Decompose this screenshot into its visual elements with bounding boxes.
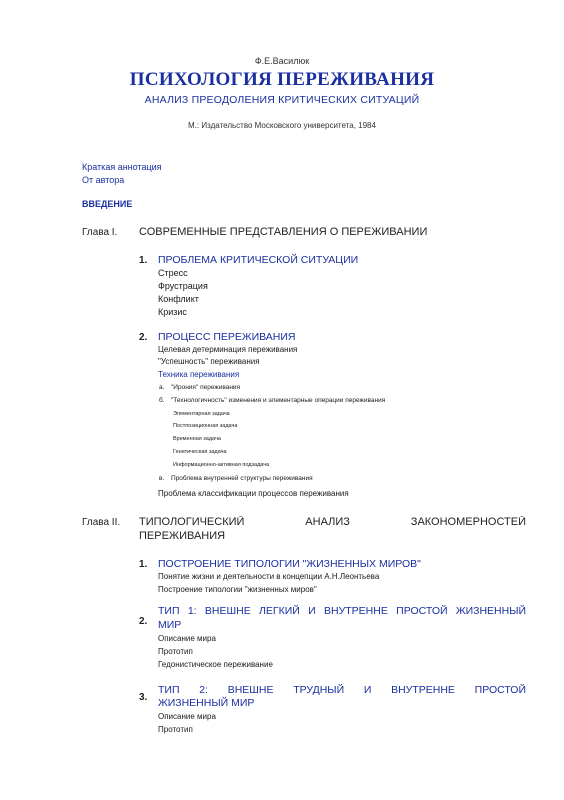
list-item: Понятие жизни и деятельности в концепции А.Н.Леонтьева xyxy=(158,572,380,581)
subsub-item: Элементарная задача xyxy=(173,411,230,417)
chapter-2-label: Глава II. xyxy=(82,517,121,528)
list-item: Целевая детерминация переживания xyxy=(158,345,298,354)
list-item: Построение типологии "жизненных миров" xyxy=(158,585,317,594)
section-heading-type1-line1[interactable]: ТИП 1: ВНЕШНЕ ЛЕГКИЙ И ВНУТРЕННЕ ПРОСТОЙ ЖИЗНЕННЫЙ xyxy=(158,605,526,617)
list-item: Прототип xyxy=(158,647,193,656)
book-title: ПСИХОЛОГИЯ ПЕРЕЖИВАНИЯ xyxy=(129,69,435,90)
section-number: 2. xyxy=(139,616,148,627)
list-item: Фрустрация xyxy=(158,281,208,291)
list-item: Описание мира xyxy=(158,712,216,721)
list-item: "Успешность" переживания xyxy=(158,357,260,366)
chapter-2-title-line2: ПЕРЕЖИВАНИЯ xyxy=(139,530,226,542)
sub-item: "Технологичность" изменения и элементарные операции переживания xyxy=(171,397,386,404)
section-heading-type2-line2[interactable]: ЖИЗНЕННЫЙ МИР xyxy=(158,697,255,709)
sub-item: "Ирония" переживания xyxy=(171,384,241,391)
author-name: Ф.Е.Василюк xyxy=(254,56,310,66)
sub-letter: a. xyxy=(159,384,165,391)
sub-letter: б. xyxy=(159,397,165,404)
from-author-link[interactable]: От автора xyxy=(82,175,125,185)
section-heading-typology[interactable]: ПОСТРОЕНИЕ ТИПОЛОГИИ "ЖИЗНЕННЫХ МИРОВ" xyxy=(158,558,421,570)
book-subtitle: АНАЛИЗ ПРЕОДОЛЕНИЯ КРИТИЧЕСКИХ СИТУАЦИЙ xyxy=(144,94,420,106)
section-heading-process[interactable]: ПРОЦЕСС ПЕРЕЖИВАНИЯ xyxy=(158,331,296,343)
introduction-link[interactable]: ВВЕДЕНИЕ xyxy=(82,199,133,209)
subsub-item: Генетическая задача xyxy=(173,449,227,455)
section-heading-type2-line1[interactable]: ТИП 2: ВНЕШНЕ ТРУДНЫЙ И ВНУТРЕННЕ ПРОСТОЙ xyxy=(158,684,526,696)
list-item: Описание мира xyxy=(158,634,216,643)
subsub-item: Временная задача xyxy=(173,436,221,442)
annotation-link[interactable]: Краткая аннотация xyxy=(82,162,162,172)
chapter-1-title: СОВРЕМЕННЫЕ ПРЕДСТАВЛЕНИЯ О ПЕРЕЖИВАНИИ xyxy=(139,226,428,238)
section-number: 2. xyxy=(139,332,148,343)
section-number: 3. xyxy=(139,692,148,703)
list-item: Прототип xyxy=(158,725,193,734)
chapter-2-title-line1: ТИПОЛОГИЧЕСКИЙ АНАЛИЗ ЗАКОНОМЕРНОСТЕЙ xyxy=(139,516,526,528)
subsub-item: Информационно-активная подзадача xyxy=(173,462,270,468)
technique-link[interactable]: Техника переживания xyxy=(158,370,240,379)
section-heading-type1-line2[interactable]: МИР xyxy=(158,619,182,631)
section-heading-critical-situation[interactable]: ПРОБЛЕМА КРИТИЧЕСКОЙ СИТУАЦИИ xyxy=(158,254,359,266)
subsub-item: Постпозиционная задача xyxy=(173,423,238,429)
sub-letter: в. xyxy=(159,475,165,482)
list-item: Проблема классификации процессов переживания xyxy=(158,489,349,498)
section-number: 1. xyxy=(139,559,148,570)
chapter-1-label: Глава I. xyxy=(82,227,118,238)
publisher-line: М.: Издательство Московского университета, 1984 xyxy=(188,121,376,130)
sub-item: Проблема внутренней структуры переживания xyxy=(171,475,313,482)
list-item: Кризис xyxy=(158,307,187,317)
list-item: Гедонистическое переживание xyxy=(158,660,273,669)
section-number: 1. xyxy=(139,255,148,266)
list-item: Стресс xyxy=(158,268,188,278)
list-item: Конфликт xyxy=(158,294,199,304)
